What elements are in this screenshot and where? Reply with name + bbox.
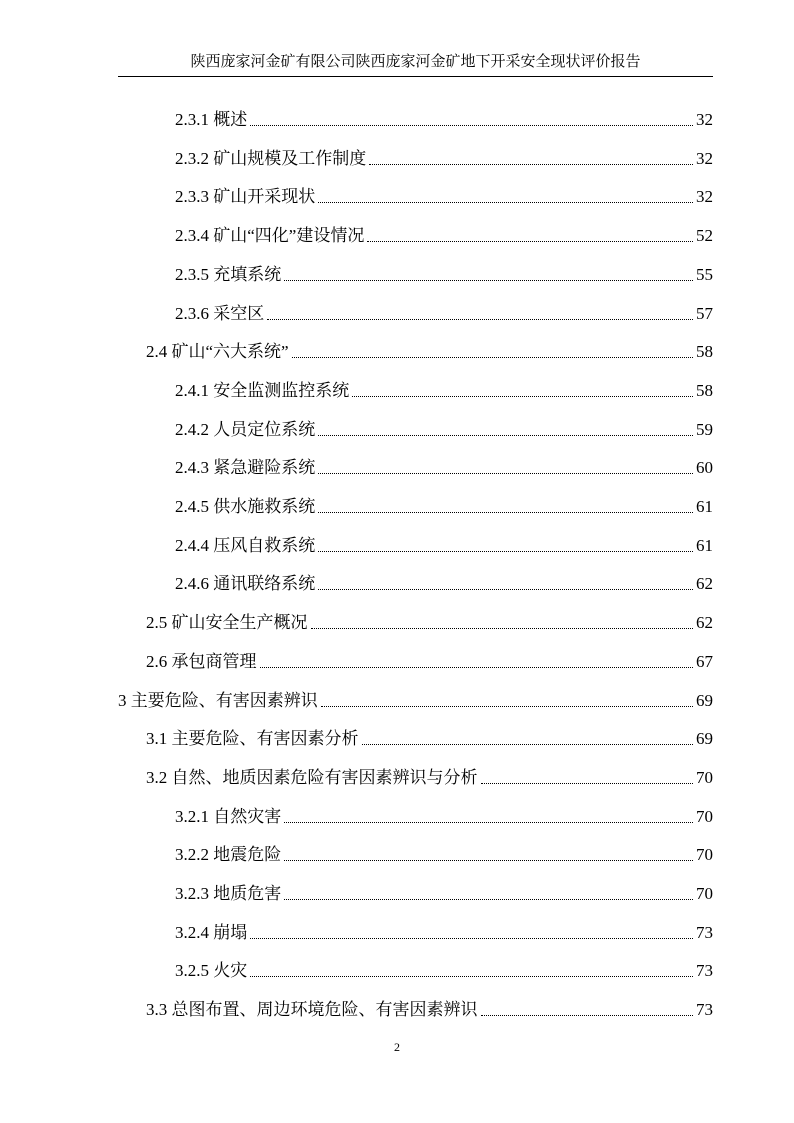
toc-entry-page: 32 — [696, 187, 713, 207]
toc-entry-title: 2.4 矿山“六大系统” — [146, 342, 289, 362]
toc-dot-leader — [352, 396, 693, 397]
toc-dot-leader — [367, 241, 693, 242]
toc-entry-page: 60 — [696, 458, 713, 478]
toc-entry-page: 70 — [696, 806, 713, 826]
toc-entry[interactable] — [146, 725, 713, 751]
toc-entry-title: 3.2 自然、地质因素危险有害因素辨识与分析 — [146, 767, 478, 787]
toc-entry-title: 2.4.5 供水施救系统 — [175, 497, 316, 516]
toc-dot-leader — [284, 860, 693, 861]
toc-entry-page: 69 — [696, 690, 713, 710]
toc-dot-leader — [250, 976, 693, 977]
toc-entry-title: 2.4.1 安全监测监控系统 — [175, 380, 350, 400]
toc-entry-title: 3.2.5 火灾 — [175, 961, 248, 981]
toc-dot-leader — [318, 202, 693, 203]
toc-dot-leader — [267, 319, 693, 320]
toc-entry-title: 3.2.1 自然灾害 — [175, 806, 282, 826]
toc-entry-page: 62 — [696, 574, 713, 594]
toc-dot-leader — [318, 551, 693, 552]
toc-entry-title: 2.3.4 矿山“四化”建设情况 — [175, 226, 365, 246]
toc-entry[interactable] — [146, 764, 713, 790]
toc-dot-leader — [321, 706, 693, 707]
toc-entry[interactable] — [175, 841, 713, 867]
toc-entry-title: 3.2.3 地质危害 — [175, 884, 282, 903]
toc-entry-title: 3.1 主要危险、有害因素分析 — [146, 729, 359, 749]
toc-entry-page: 57 — [696, 303, 713, 323]
toc-entry[interactable] — [175, 532, 713, 558]
toc-dot-leader — [318, 589, 693, 590]
toc-entry-page: 70 — [696, 845, 713, 865]
toc-dot-leader — [481, 783, 694, 784]
toc-entry-title: 2.4.6 通讯联络系统 — [175, 574, 316, 594]
toc-entry[interactable] — [175, 957, 713, 983]
toc-entry-title: 2.3.1 概述 — [175, 110, 248, 129]
toc-entry-title: 3 主要危险、有害因素辨识 — [118, 690, 318, 710]
toc-entry-page: 73 — [696, 961, 713, 981]
toc-dot-leader — [362, 744, 694, 745]
toc-dot-leader — [260, 667, 694, 668]
toc-entry[interactable] — [175, 222, 713, 248]
toc-entry[interactable] — [146, 609, 713, 635]
toc-entry[interactable] — [175, 570, 713, 596]
toc-entry[interactable] — [175, 493, 713, 519]
toc-entry-page: 55 — [696, 264, 713, 284]
toc-entry-title: 2.3.2 矿山规模及工作制度 — [175, 148, 367, 168]
toc-entry-page: 52 — [696, 226, 713, 246]
toc-entry-title: 2.6 承包商管理 — [146, 651, 257, 671]
page-header: 陕西庞家河金矿有限公司陕西庞家河金矿地下开采安全现状评价报告 — [190, 54, 641, 70]
toc-dot-leader — [318, 473, 693, 474]
toc-entry[interactable] — [175, 880, 713, 906]
toc-dot-leader — [250, 125, 693, 126]
toc-entry-page: 69 — [696, 729, 713, 749]
toc-entry-page: 59 — [696, 419, 713, 439]
toc-entry-page: 73 — [696, 1000, 713, 1020]
toc-entry-title: 2.5 矿山安全生产概况 — [146, 613, 308, 633]
toc-entry-page: 70 — [696, 884, 713, 903]
toc-entry[interactable] — [146, 996, 713, 1022]
toc-entry-title: 3.2.4 崩塌 — [175, 922, 248, 942]
toc-entry-page: 67 — [696, 651, 713, 671]
toc-entry[interactable] — [175, 261, 713, 287]
toc-entry-title: 3.2.2 地震危险 — [175, 845, 282, 865]
toc-entry[interactable] — [175, 919, 713, 945]
toc-entry[interactable] — [146, 648, 713, 674]
toc-dot-leader — [481, 1015, 694, 1016]
toc-entry-title: 2.3.5 充填系统 — [175, 264, 282, 284]
toc-entry-page: 32 — [696, 148, 713, 168]
toc-entry[interactable] — [175, 454, 713, 480]
toc-entry[interactable] — [175, 377, 713, 403]
toc-entry-title: 2.4.4 压风自救系统 — [175, 535, 316, 555]
toc-dot-leader — [284, 280, 693, 281]
toc-entry-page: 58 — [696, 342, 713, 362]
toc-entry-title: 2.4.2 人员定位系统 — [175, 419, 316, 439]
toc-entry[interactable] — [146, 338, 713, 364]
toc-dot-leader — [284, 899, 693, 900]
toc-dot-leader — [318, 435, 693, 436]
toc-entry-page: 70 — [696, 767, 713, 787]
toc-dot-leader — [284, 822, 693, 823]
toc-entry-page: 73 — [696, 922, 713, 942]
toc-entry-page: 61 — [696, 535, 713, 555]
toc-dot-leader — [311, 628, 694, 629]
toc-entry[interactable] — [118, 687, 713, 713]
toc-entry[interactable] — [175, 183, 713, 209]
toc-dot-leader — [250, 938, 693, 939]
toc-entry-page: 61 — [696, 497, 713, 516]
toc-entry-page: 58 — [696, 380, 713, 400]
header-divider — [118, 76, 713, 77]
toc-entry[interactable] — [175, 106, 713, 132]
toc-entry-title: 2.3.3 矿山开采现状 — [175, 187, 316, 207]
toc-dot-leader — [369, 164, 693, 165]
toc-entry-title: 2.3.6 采空区 — [175, 303, 265, 323]
toc-dot-leader — [292, 357, 693, 358]
page-number: 2 — [394, 1040, 400, 1054]
toc-entry-title: 3.3 总图布置、周边环境危险、有害因素辨识 — [146, 1000, 478, 1020]
toc-entry[interactable] — [175, 145, 713, 171]
toc-entry-page: 62 — [696, 613, 713, 633]
toc-entry[interactable] — [175, 416, 713, 442]
toc-entry[interactable] — [175, 300, 713, 326]
toc-dot-leader — [318, 512, 693, 513]
toc-entry[interactable] — [175, 803, 713, 829]
toc-entry-title: 2.4.3 紧急避险系统 — [175, 458, 316, 478]
toc-entry-page: 32 — [696, 110, 713, 129]
